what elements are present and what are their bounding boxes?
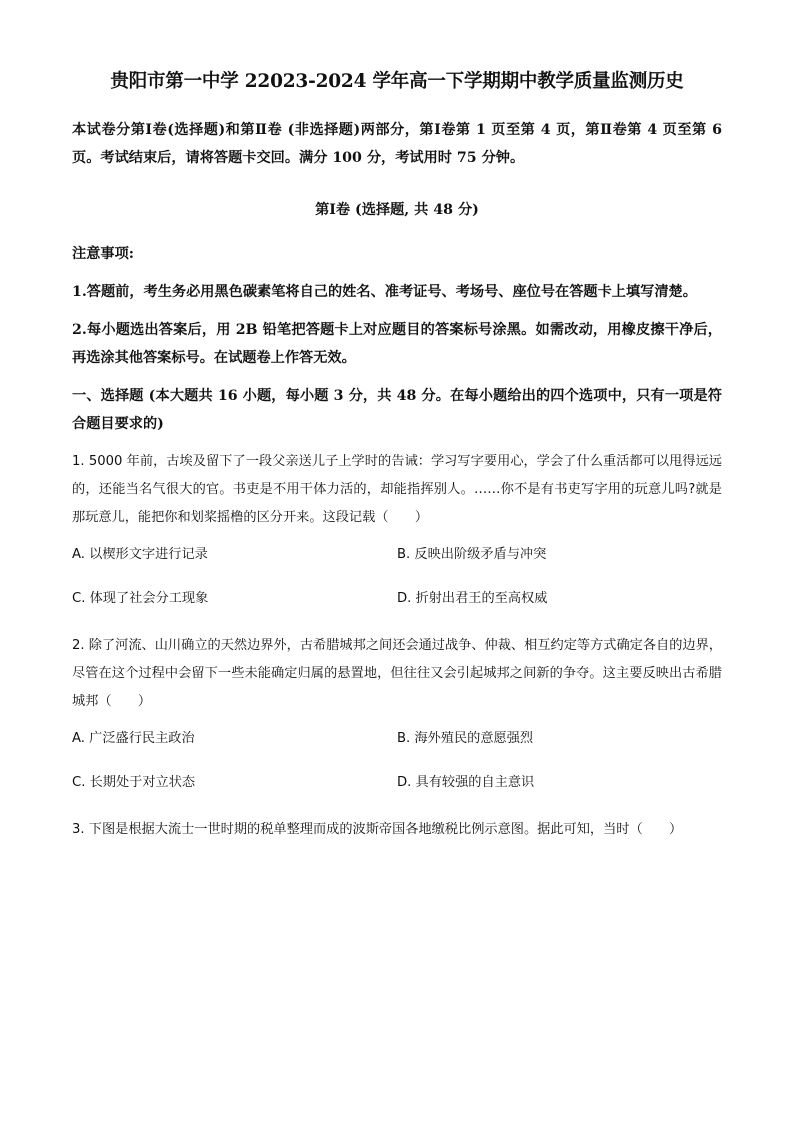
option-row <box>72 772 722 794</box>
option-row <box>72 588 722 610</box>
option-a: A. 广泛盛行民主政治 <box>72 731 195 746</box>
option-row <box>72 728 722 750</box>
option-b: B. 反映出阶级矛盾与冲突 <box>397 547 547 562</box>
option-b: B. 海外殖民的意愿强烈 <box>397 731 534 746</box>
question-2-stem: 2. 除了河流、山川确立的天然边界外，古希腊城邦之间还会通过战争、仲裁、相互约定等方式确定各自的边界，尽管在这个过程中会留下一些未能确定归属的悬置地，但往往又会引起城邦之间新的争夺。这主要反映出古希腊城邦（ ） <box>72 638 722 709</box>
exam-page <box>72 68 722 856</box>
question-1-options <box>72 544 722 610</box>
section-heading: 一、选择题 (本大题共 16 小题，每小题 3 分，共 48 分。在每小题给出的四个选项中，只有一项是符合题目要求的) <box>72 388 722 432</box>
part-one-title: 第Ⅰ卷 (选择题, 共 48 分) <box>315 202 479 218</box>
notice-item-2: 2.每小题选出答案后，用 2B 铅笔把答题卡上对应题目的答案标号涂黑。如需改动，用橡皮擦干净后，再选涂其他答案标号。在试题卷上作答无效。 <box>72 322 722 366</box>
question-2-options <box>72 728 722 794</box>
option-c: C. 体现了社会分工现象 <box>72 591 209 606</box>
question-3-stem: 3. 下图是根据大流士一世时期的税单整理而成的波斯帝国各地缴税比例示意图。据此可知，当时（ ） <box>72 822 683 837</box>
option-row <box>72 544 722 566</box>
option-c: C. 长期处于对立状态 <box>72 775 196 790</box>
notice-heading: 注意事项: <box>72 246 134 262</box>
exam-title: 贵阳市第一中学 22023-2024 学年高一下学期期中教学质量监测历史 <box>110 71 684 92</box>
option-a: A. 以楔形文字进行记录 <box>72 547 208 562</box>
notice-item-1: 1.答题前，考生务必用黑色碳素笔将自己的姓名、准考证号、考场号、座位号在答题卡上填写清楚。 <box>72 284 697 300</box>
exam-instructions: 本试卷分第Ⅰ卷(选择题)和第Ⅱ卷 (非选择题)两部分，第Ⅰ卷第 1 页至第 4 页，第Ⅱ卷第 4 页至第 6 页。考试结束后，请将答题卡交回。满分 100 分，考试用时 75 分钟。 <box>72 122 722 166</box>
option-d: D. 具有较强的自主意识 <box>397 775 535 790</box>
option-d: D. 折射出君王的至高权威 <box>397 591 548 606</box>
question-1-stem: 1. 5000 年前，古埃及留下了一段父亲送儿子上学时的告诫：学习写字要用心，学会了什么重活都可以甩得远远的，还能当名气很大的官。书吏是不用干体力活的，却能指挥别人。……你不是有书吏写字用的玩意儿吗?就是那玩意儿，能把你和划桨摇橹的区分开来。这段记载（ ） <box>72 454 722 525</box>
